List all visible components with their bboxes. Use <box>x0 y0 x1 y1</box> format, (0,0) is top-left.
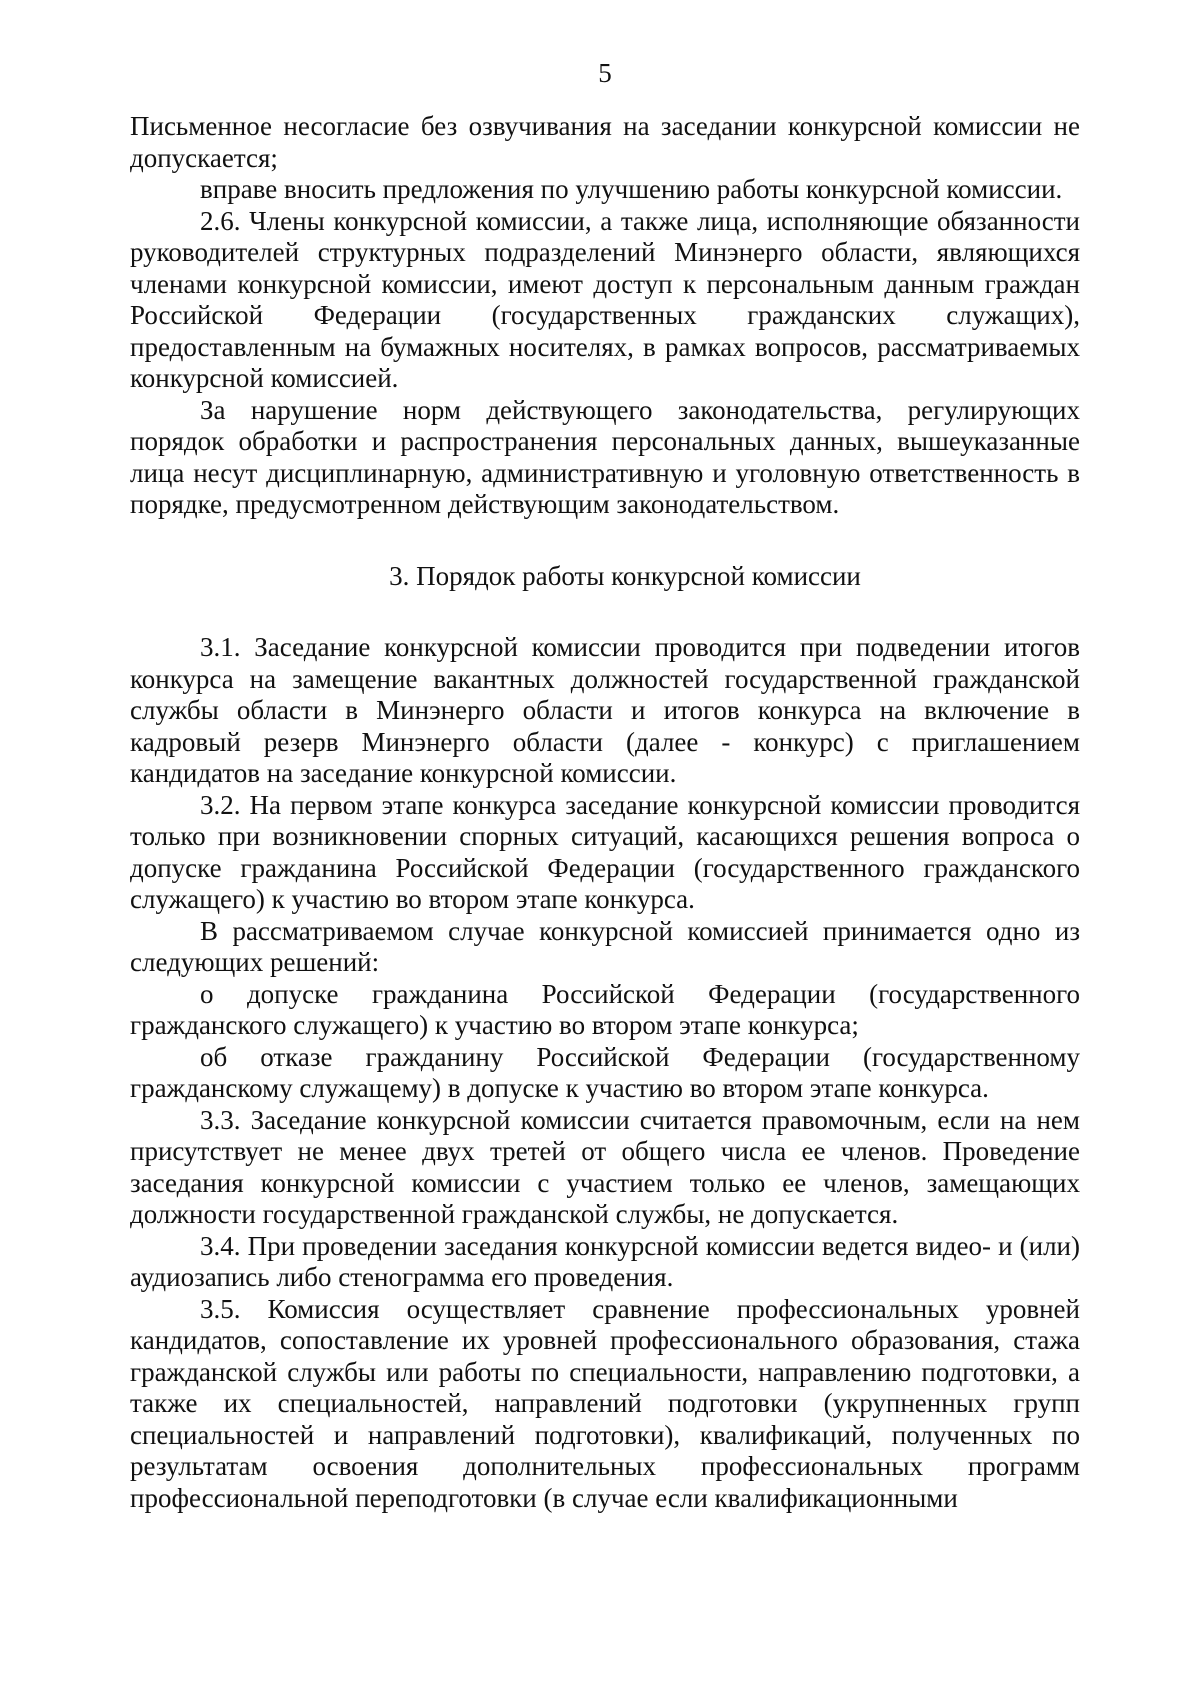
paragraph-2: вправе вносить предложения по улучшению работы конкурсной комиссии. <box>200 174 1063 204</box>
paragraph-2-6: 2.6. Члены конкурсной комиссии, а также лица, исполняющие обязанности руководителей структурных подразделений Минэнерго области, являющихся членами конкурсной комиссии, имеют доступ к персональным данным граждан Российской Федерации (государственных гражданских служащих), предоставленным на бумажных носителях, в рамках вопросов, рассматриваемых конкурсной комиссией. <box>130 205 1080 393</box>
paragraph-3-2: 3.2. На первом этапе конкурса заседание конкурсной комиссии проводится только при возникновении спорных ситуаций, касающихся решения вопроса о допуске гражданина Российской Федерации (государственного гражданского служащего) к участию во втором этапе конкурса. <box>130 789 1080 914</box>
section-title: 3. Порядок работы конкурсной комиссии <box>389 560 861 591</box>
paragraph-3-3: 3.3. Заседание конкурсной комиссии считается правомочным, если на нем присутствует не менее двух третей от общего числа ее членов. Проведение заседания конкурсной комиссии с участием только ее членов, замещающих должности государственной гражданской службы, не допускается. <box>130 1104 1080 1229</box>
paragraph-decision-admit: о допуске гражданина Российской Федерации (государственного гражданского служащего) к участию во втором этапе конкурса; <box>130 978 1080 1040</box>
paragraph-3-5: 3.5. Комиссия осуществляет сравнение профессиональных уровней кандидатов, сопоставление их уровней профессионального образования, стажа гражданской службы или работы по специальности, направлению подготовки, а также их специальностей, направлений подготовки (укрупненных групп специальностей и направлений подготовки), квалификаций, полученных по результатам освоения дополнительных профессиональных программ профессиональной переподготовки (в случае если квалификационными <box>130 1293 1080 1513</box>
paragraph-1: Письменное несогласие без озвучивания на заседании конкурсной комиссии не допускается; <box>130 111 1080 173</box>
paragraph-3-4: 3.4. При проведении заседания конкурсной комиссии ведется видео- и (или) аудиозапись либо стенограмма его проведения. <box>130 1230 1080 1292</box>
paragraph-3-1: 3.1. Заседание конкурсной комиссии проводится при подведении итогов конкурса на замещение вакантных должностей государственной гражданской службы области в Минэнерго области и итогов конкурса на включение в кадровый резерв Минэнерго области (далее - конкурс) с приглашением кандидатов на заседание конкурсной комиссии. <box>130 632 1080 788</box>
paragraph-decision-refuse: об отказе гражданину Российской Федерации (государственному гражданскому служащему) в допуске к участию во втором этапе конкурса. <box>130 1041 1080 1103</box>
page-number: 5 <box>598 58 612 88</box>
paragraph-violation: За нарушение норм действующего законодательства, регулирующих порядок обработки и распространения персональных данных, вышеуказанные лица несут дисциплинарную, административную и уголовную ответственность в порядке, предусмотренном действующим законодательством. <box>130 394 1080 519</box>
paragraph-decisions-intro: В рассматриваемом случае конкурсной комиссией принимается одно из следующих решений: <box>130 915 1080 977</box>
